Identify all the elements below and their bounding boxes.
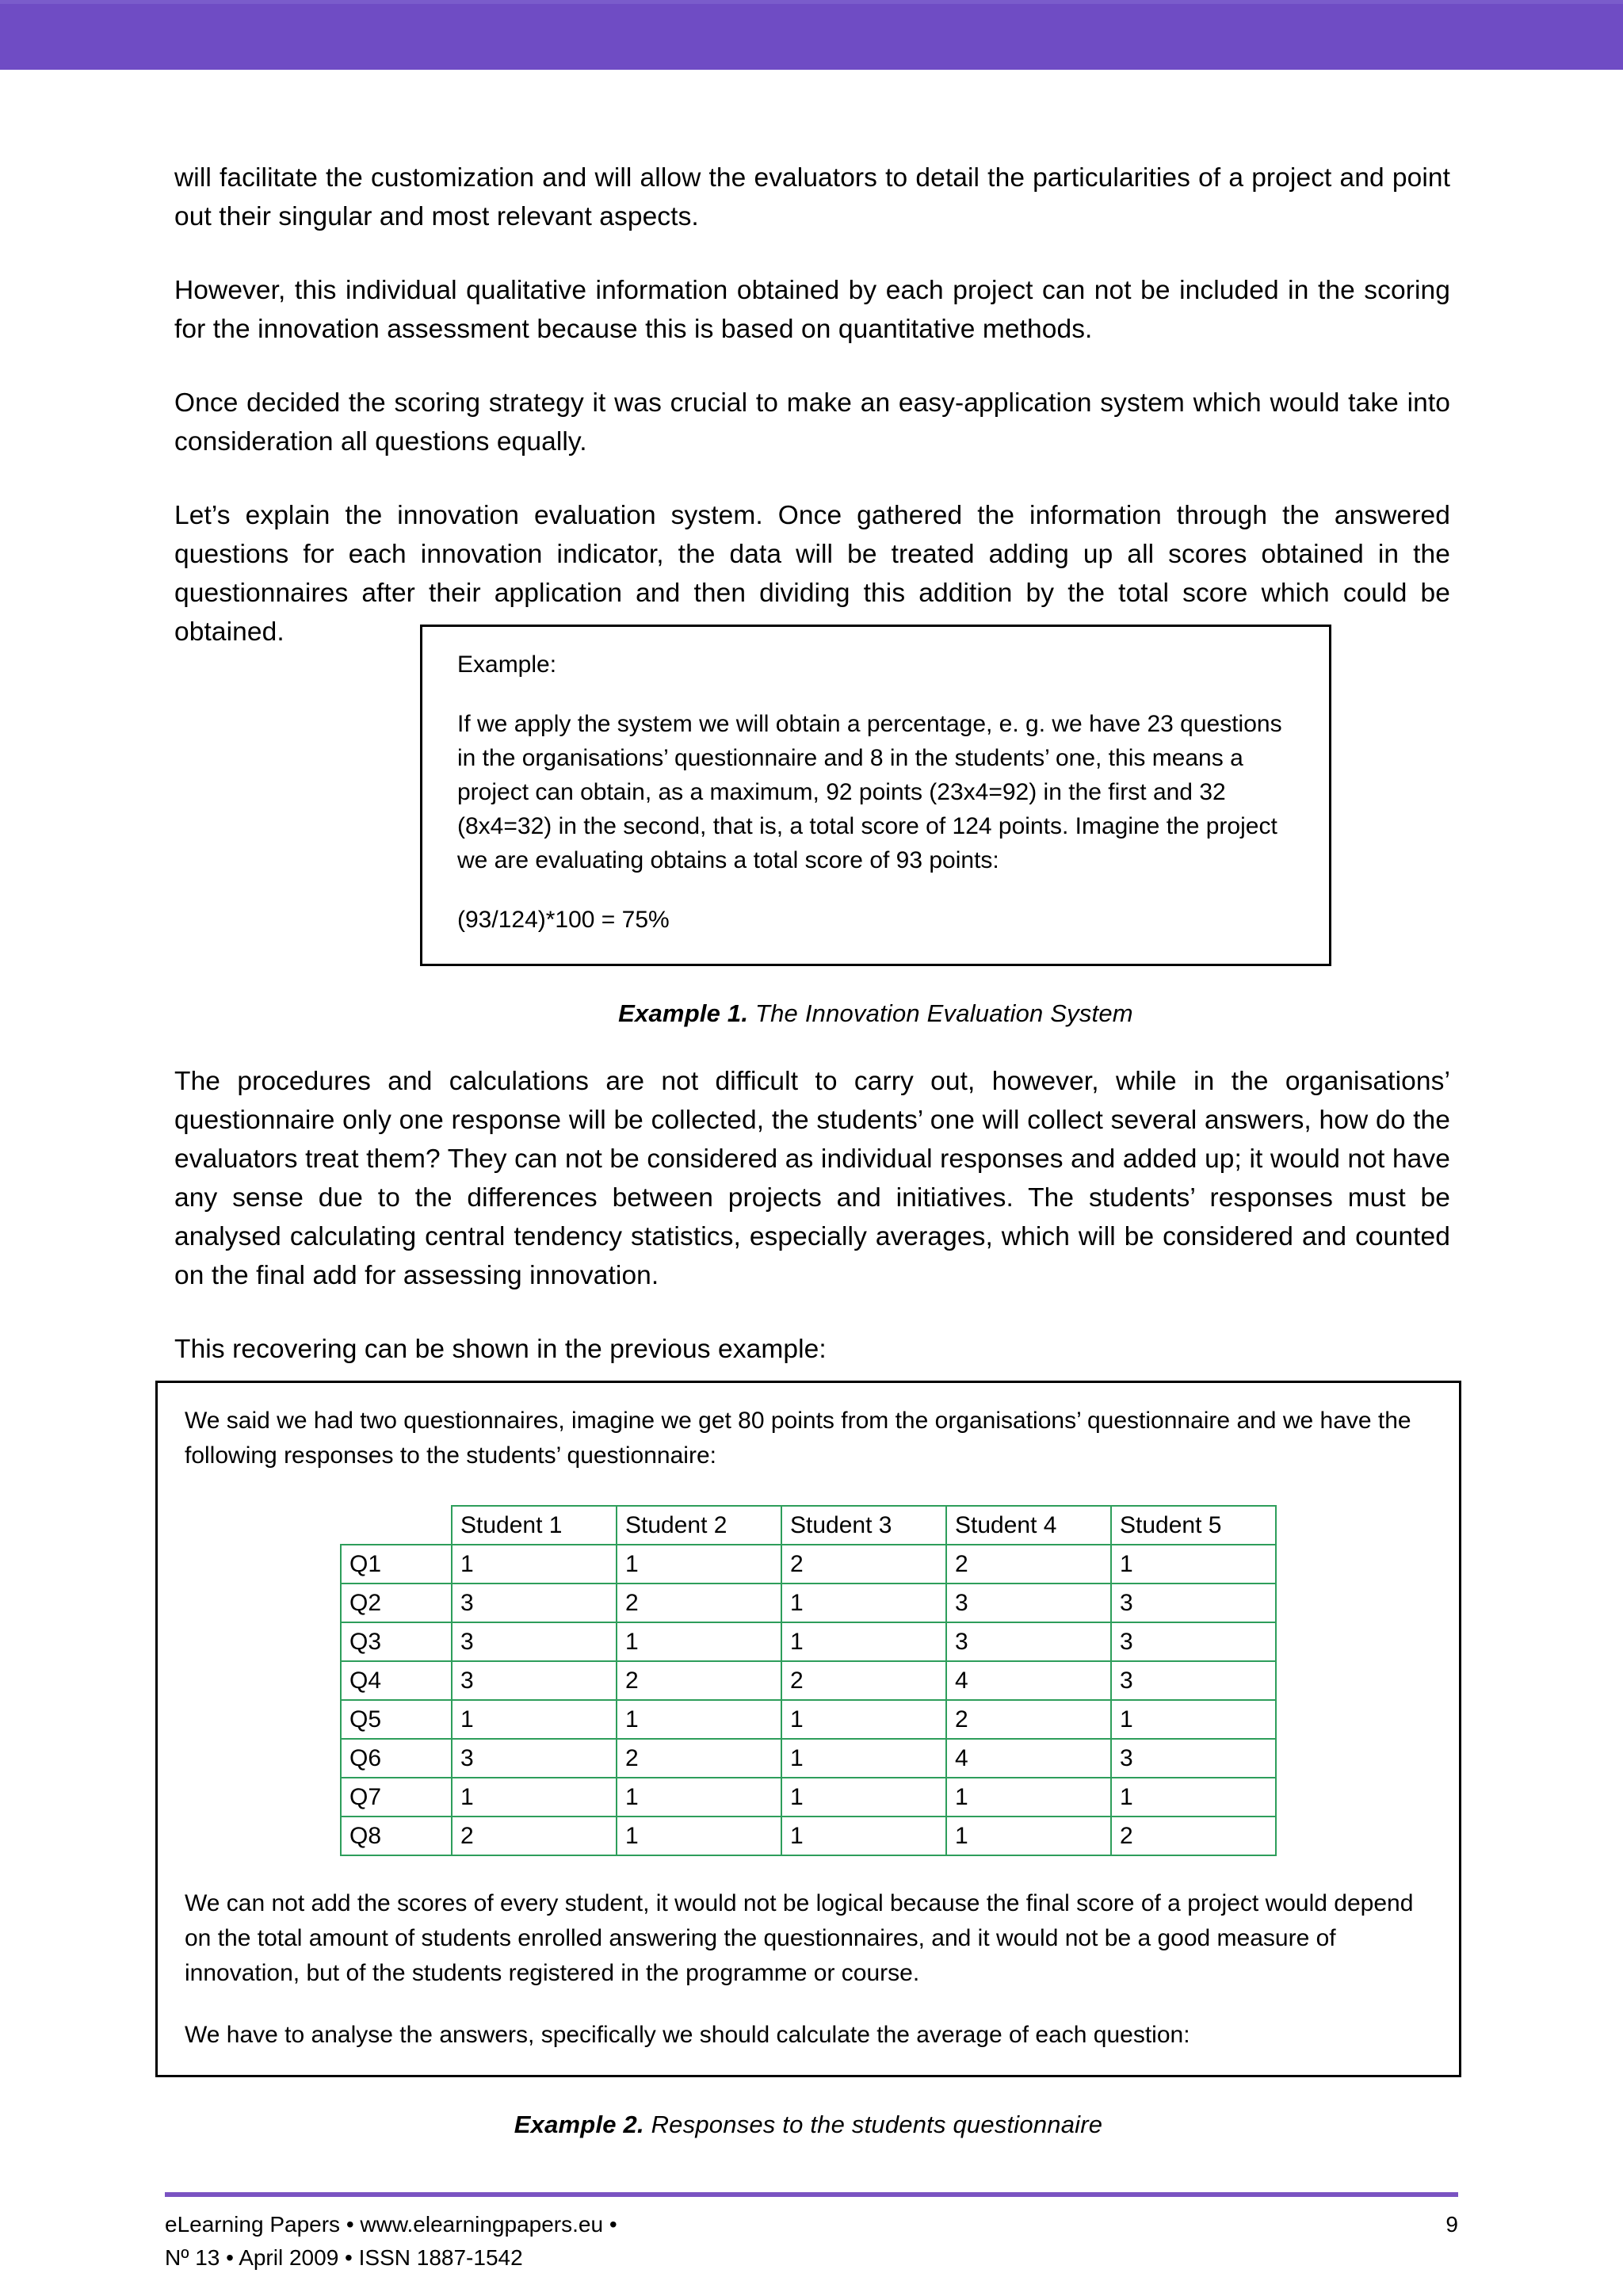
- column-header-student-4: Student 4: [946, 1506, 1111, 1545]
- cell-value: 3: [1111, 1584, 1276, 1622]
- example-1-caption: [420, 999, 1331, 1028]
- table-row: [341, 1817, 1276, 1855]
- cell-value: 1: [1111, 1545, 1276, 1584]
- cell-value: 2: [617, 1739, 781, 1778]
- column-header-student-2: Student 2: [617, 1506, 781, 1545]
- paragraph-3: Once decided the scoring strategy it was crucial to make an easy-application system which would take into consideration all questions equally.: [174, 388, 1450, 457]
- table-row: [341, 1622, 1276, 1661]
- row-label: Q5: [341, 1700, 452, 1739]
- example-1-box: [420, 625, 1331, 966]
- example-1-caption-text: The Innovation Evaluation System: [754, 999, 1133, 1027]
- cell-value: 1: [781, 1622, 946, 1661]
- cell-value: 2: [946, 1545, 1111, 1584]
- example-2-paragraph-2: We have to analyse the answers, specifically we should calculate the average of each question:: [185, 2022, 1190, 2048]
- cell-value: 1: [452, 1545, 617, 1584]
- cell-value: 1: [781, 1778, 946, 1817]
- table-row: [341, 1778, 1276, 1817]
- cell-value: 4: [946, 1661, 1111, 1700]
- example-1-figure: [420, 625, 1331, 1028]
- example-2-caption-label: Example 2.: [514, 2111, 644, 2138]
- table-header-row: [341, 1506, 1276, 1545]
- paragraph-4: Let’s explain the innovation evaluation system. Once gathered the information through the answered questions for each innovation indicator, the data will be treated adding up all scores obtained in the questionnaires after their application and then dividing this addition by the total score which could be obtained.: [174, 501, 1450, 647]
- example-2-box: [155, 1381, 1461, 2077]
- example-2-caption: [155, 2111, 1461, 2139]
- cell-value: 2: [617, 1584, 781, 1622]
- row-label: Q6: [341, 1739, 452, 1778]
- table-row: [341, 1739, 1276, 1778]
- table-row: [341, 1661, 1276, 1700]
- cell-value: 3: [452, 1661, 617, 1700]
- table-corner-cell: [341, 1506, 452, 1545]
- cell-value: 3: [452, 1622, 617, 1661]
- responses-table-container: [185, 1505, 1432, 1856]
- cell-value: 1: [617, 1778, 781, 1817]
- table-row: [341, 1700, 1276, 1739]
- row-label: Q3: [341, 1622, 452, 1661]
- cell-value: 1: [617, 1817, 781, 1855]
- column-header-student-1: Student 1: [452, 1506, 617, 1545]
- table-row: [341, 1545, 1276, 1584]
- paragraph-1: will facilitate the customization and will allow the evaluators to detail the particularities of a project and point out their singular and most relevant aspects.: [174, 163, 1450, 231]
- row-label: Q4: [341, 1661, 452, 1700]
- cell-value: 2: [1111, 1817, 1276, 1855]
- body-text-column-2: [174, 1062, 1450, 1369]
- cell-value: 2: [617, 1661, 781, 1700]
- cell-value: 3: [1111, 1739, 1276, 1778]
- cell-value: 3: [1111, 1622, 1276, 1661]
- footer-line-1: eLearning Papers • www.elearningpapers.eu •: [165, 2212, 617, 2237]
- row-label: Q7: [341, 1778, 452, 1817]
- cell-value: 1: [1111, 1700, 1276, 1739]
- row-label: Q1: [341, 1545, 452, 1584]
- body-text-column: [174, 159, 1450, 651]
- paragraph-6: This recovering can be shown in the previous example:: [174, 1335, 827, 1364]
- cell-value: 1: [617, 1622, 781, 1661]
- cell-value: 1: [452, 1700, 617, 1739]
- cell-value: 1: [781, 1584, 946, 1622]
- cell-value: 2: [781, 1661, 946, 1700]
- example-1-caption-label: Example 1.: [618, 999, 749, 1027]
- cell-value: 1: [617, 1545, 781, 1584]
- example-1-heading: Example:: [457, 651, 557, 678]
- cell-value: 3: [452, 1739, 617, 1778]
- cell-value: 3: [946, 1622, 1111, 1661]
- table-row: [341, 1584, 1276, 1622]
- row-label: Q8: [341, 1817, 452, 1855]
- example-1-paragraph: If we apply the system we will obtain a percentage, e. g. we have 23 questions in the organisations’ questionnaire and 8 in the students’ one, this means a project can obtain, as a maximum, 92 points (23x4=92) in the first and 32 (8x4=32) in the second, that is, a total score of 124 points. Imagine the project we are evaluating obtains a total score of 93 points:: [457, 711, 1282, 873]
- cell-value: 2: [781, 1545, 946, 1584]
- footer-content: [165, 2208, 1458, 2275]
- cell-value: 3: [946, 1584, 1111, 1622]
- example-2-paragraph-1: We can not add the scores of every student, it would not be logical because the final score of a project would depend on the total amount of students enrolled answering the questionnaires, and it would not be a good measure of innovation, but of the students registered in the programme or course.: [185, 1890, 1414, 1986]
- cell-value: 1: [781, 1739, 946, 1778]
- cell-value: 4: [946, 1739, 1111, 1778]
- cell-value: 1: [781, 1700, 946, 1739]
- cell-value: 1: [781, 1817, 946, 1855]
- paragraph-5: The procedures and calculations are not difficult to carry out, however, while in the organisations’ questionnaire only one response will be collected, the students’ one will collect several answers, how do the evaluators treat them? They can not be considered as individual responses and added up; it would not have any sense due to the differences between projects and initiatives. The students’ responses must be analysed calculating central tendency statistics, especially averages, which will be considered and counted on the final add for assessing innovation.: [174, 1067, 1450, 1290]
- cell-value: 1: [452, 1778, 617, 1817]
- footer-divider: [165, 2192, 1458, 2197]
- column-header-student-5: Student 5: [1111, 1506, 1276, 1545]
- banner-highlight-line: [0, 0, 1623, 4]
- page-top-banner: [0, 0, 1623, 70]
- responses-table-body: [341, 1506, 1276, 1855]
- column-header-student-3: Student 3: [781, 1506, 946, 1545]
- paragraph-2: However, this individual qualitative information obtained by each project can not be included in the scoring for the innovation assessment because this is based on quantitative methods.: [174, 276, 1450, 344]
- cell-value: 1: [1111, 1778, 1276, 1817]
- page-footer: [165, 2192, 1458, 2275]
- example-1-formula: (93/124)*100 = 75%: [457, 907, 670, 933]
- example-2-intro: We said we had two questionnaires, imagine we get 80 points from the organisations’ questionnaire and we have the following responses to the students’ questionnaire:: [185, 1408, 1411, 1469]
- example-2-figure: [155, 1381, 1461, 2139]
- cell-value: 3: [452, 1584, 617, 1622]
- cell-value: 1: [946, 1817, 1111, 1855]
- cell-value: 2: [946, 1700, 1111, 1739]
- page-number: 9: [1445, 2212, 1458, 2237]
- cell-value: 1: [617, 1700, 781, 1739]
- footer-line-2: Nº 13 • April 2009 • ISSN 1887-1542: [165, 2245, 523, 2270]
- row-label: Q2: [341, 1584, 452, 1622]
- cell-value: 3: [1111, 1661, 1276, 1700]
- cell-value: 2: [452, 1817, 617, 1855]
- cell-value: 1: [946, 1778, 1111, 1817]
- example-2-caption-text: Responses to the students questionnaire: [651, 2111, 1103, 2138]
- responses-table: [340, 1505, 1277, 1856]
